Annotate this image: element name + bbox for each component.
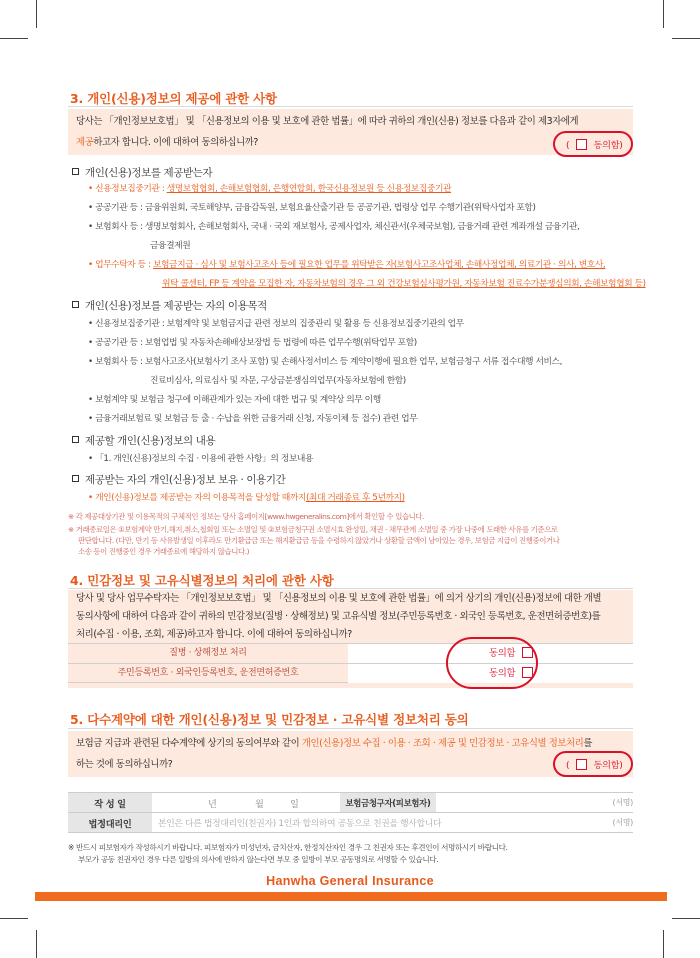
purpose-line-2: • 공공기관 등 : 보험업법 및 자동차손해배상보장법 등 법령에 따른 업무수행(위탁업무 포함)	[88, 338, 417, 348]
section5-intro-line2: 하는 것에 동의하십니까?	[76, 759, 173, 770]
footnote-2: 부모가 공동 친권자인 경우 다른 일방의 의사에 반하지 않는다면 부모 중 일방이 부모 공동명의로 서명할 수 있습니다.	[78, 855, 439, 864]
footnote-1: ※ 반드시 피보험자가 작성하시기 바랍니다. 피보험자가 미성년자, 금치산자, 한정치산자인 경우 그 친권자 또는 후견인이 서명하시기 바랍니다.	[68, 843, 508, 852]
square-bullet-icon	[72, 301, 79, 308]
rep-text: 본인은 다른 법정대리인(친권자) 1인과 합의하여 공동으로 친권을 행사합니다	[158, 819, 442, 829]
signature-row-date	[68, 792, 633, 812]
signature-row-rep	[68, 812, 633, 833]
footer-bar	[35, 892, 667, 901]
claimant-label: 보험금청구자(피보험자)	[340, 793, 436, 812]
section3-intro	[76, 111, 625, 153]
section3-intro-highlight: 제공	[76, 137, 94, 148]
crop-mark	[0, 918, 28, 919]
purpose-line-3: • 보험회사 등 : 보험사고조사(보험사기 조사 포함) 및 손해사정서비스 등 계약이행에 필요한 업무, 보험금청구 서류 접수대행 서비스,	[88, 357, 562, 367]
section5-agree[interactable]	[566, 757, 623, 771]
consent-row-label: 주민등록번호 · 외국인등록번호, 운전면허증번호	[117, 668, 299, 678]
section4-title: 4. 민감정보 및 고유식별정보의 처리에 관한 사항	[70, 573, 334, 588]
consent-row-unique-id	[68, 663, 633, 683]
section3-intro-line2	[76, 132, 625, 153]
crop-mark	[36, 930, 37, 958]
section4-agree-circle	[446, 637, 538, 689]
purpose-line-6: • 금융거래보험료 및 보험금 등 출 · 수납을 위한 금융거래 신청, 자동이체 등 접수) 관련 업무	[88, 414, 418, 424]
section3-rule	[68, 106, 633, 107]
claimant-sign[interactable]: (서명)	[612, 798, 633, 807]
recipient-line-1: • 신용정보집중기관 : 생명보험협회, 손해보험협회, 은행연합회, 한국신용정보원 등 신용정보집중기관	[88, 184, 452, 194]
section3-agree-checkbox[interactable]	[576, 139, 587, 150]
date-day-label[interactable]: 일	[290, 798, 299, 810]
square-bullet-icon	[72, 475, 79, 482]
crop-mark	[672, 38, 700, 39]
retention-heading: 제공받는 자의 개인(신용)정보 보유 · 이용기간	[72, 472, 285, 487]
note-3: 판단합니다. (다만, 만기 등 사유발생일 이후라도 만기환급금 또는 해지환급금 등을 수령하지 않았거나 상환할 금액이 남아있는 경우, 보험금 지급이 진행중이거나	[78, 536, 560, 545]
section5-agree-label: 동의함	[593, 760, 620, 771]
date-month-label[interactable]: 월	[255, 798, 264, 810]
section4-intro-line2: 동의사항에 대하여 다음과 같이 귀하의 민감정보(질병 · 상해정보) 및 고유식별 정보(주민등록번호 · 외국인 등록번호, 운전면허증번호)를	[76, 611, 601, 622]
purpose-heading: 개인(신용)정보를 제공받는 자의 이용목적	[72, 298, 267, 313]
section3-agree-label: 동의함	[593, 140, 620, 151]
consent-row-agree[interactable]: 동의함	[348, 664, 633, 683]
purpose-line-1: • 신용정보집중기관 : 보험계약 및 보험금지급 관련 정보의 집중관리 및 활용 등 신용정보집중기관의 업무	[88, 319, 464, 329]
recipient-line-3: • 보험회사 등 : 생명보험회사, 손해보험회사, 국내 · 국외 재보험사, 공제사업자, 체신관서(우체국보험), 금융거래 관련 계좌개설 금융기관,	[88, 222, 580, 232]
writer-label: 작 성 일	[68, 793, 152, 812]
note-1: ※ 각 제공대상기관 및 이용목적의 구체적인 정보는 당사 홈페이지[www.hwgeneralins.com]에서 확인할 수 있습니다.	[68, 512, 425, 521]
date-year-label[interactable]: 년	[208, 798, 217, 810]
section3-agree[interactable]	[566, 137, 623, 151]
agree-close-paren: )	[619, 140, 623, 151]
recipient-line-2: • 공공기관 등 : 금융위원회, 국토해양부, 금융감독원, 보험요율산출기관 등 공공기관, 법령상 업무 수행기관(위탁사업자 포함)	[88, 203, 536, 213]
section5-title: 5. 다수계약에 대한 개인(신용)정보 및 민감정보 · 고유식별 정보처리 동의	[70, 712, 469, 727]
retention-line: • 개인(신용)정보를 제공받는 자의 이용목적을 달성할 때까지(최대 거래종료 후 5년까지)	[88, 493, 405, 503]
brand-logo-text: Hanwha General Insurance	[266, 874, 434, 888]
section4-intro-line3: 처리(수집 · 이용, 조회, 제공)하고자 합니다. 이에 대하여 동의하십니까?	[76, 629, 352, 640]
section4-intro	[76, 590, 625, 644]
section3-title: 3. 개인(신용)정보의 제공에 관한 사항	[70, 91, 277, 106]
consent-row-label: 질병 · 상해정보 처리	[169, 648, 247, 658]
crop-mark	[663, 930, 664, 958]
section5-agree-checkbox[interactable]	[576, 759, 587, 770]
crop-mark	[36, 0, 37, 28]
section5-intro-line1: 보험금 지급과 관련된 다수계약에 상기의 동의여부와 같이 개인(신용)정보 수집 · 이용 · 조회 · 제공 및 민감정보 · 고유식별 정보처리를	[76, 738, 593, 749]
recipients-heading: 개인(신용)정보를 제공받는자	[72, 165, 212, 180]
crop-mark	[0, 38, 28, 39]
agree-open-paren: (	[566, 140, 570, 151]
agree-close-paren: )	[619, 760, 623, 771]
section3-consent-box	[68, 109, 633, 155]
section5-rule	[68, 728, 633, 729]
section5-intro	[76, 733, 625, 775]
consent-row-agree[interactable]: 동의함	[348, 644, 633, 663]
purpose-line-4: 진료비심사, 의료심사 및 자문, 구상금분쟁심의업무(자동차보험에 한함)	[150, 376, 406, 386]
agree-open-paren: (	[566, 760, 570, 771]
rep-sign[interactable]: (서명)	[612, 818, 633, 827]
section4-rule	[68, 588, 633, 589]
square-bullet-icon	[72, 436, 79, 443]
consent-row-sensitive	[68, 643, 633, 663]
section3-intro-line1: 당사는 「개인정보보호법」 및 「신용정보의 이용 및 보호에 관한 법률」에 따라 귀하의 개인(신용) 정보를 다음과 같이 제3자에게	[76, 116, 579, 127]
rep-label: 법정대리인	[68, 813, 152, 832]
recipient-line-4: 금융결제원	[150, 241, 191, 251]
section3-intro-rest: 하고자 합니다. 이에 대하여 동의하십니까?	[93, 137, 258, 148]
square-bullet-icon	[72, 168, 79, 175]
content-line: • 「1. 개인(신용)정보의 수집 · 이용에 관한 사항」의 정보내용	[88, 454, 314, 464]
crop-mark	[672, 918, 700, 919]
note-2: ※ 거래종료일은 ①보험계약 만기,해지,취소,철회일 또는 소멸일 및 ②보험금청구권 소멸시효 완성일, 채권 · 채무관계 소멸일 중 가장 나중에 도래한 사유를 기준으로	[68, 525, 558, 534]
recipient-line-5: • 업무수탁자 등 : 보험금지급 · 심사 및 보험사고조사 등에 필요한 업무를 위탁받은 자(보험사고조사업체, 손해사정업체, 의료기관 · 의사, 변호사,	[88, 260, 606, 270]
crop-mark	[663, 0, 664, 28]
note-4: 소송 등이 진행중인 경우 거래종료에 해당하지 않습니다.)	[78, 547, 250, 556]
content-heading: 제공할 개인(신용)정보의 내용	[72, 433, 215, 448]
section4-intro-line1: 당사 및 당사 업무수탁자는 「개인정보보호법」 및 「신용정보의 이용 및 보호에 관한 법률」에 의거 상기의 개인(신용)정보에 대한 개별	[76, 593, 602, 604]
recipient-line-6: 위탁 콜센터, FP 등 계약을 모집한 자, 자동차보험의 경우 그 외 건강보험심사평가원, 자동차보험 진료수가분쟁심의회, 손해보험협회 등)	[162, 279, 646, 289]
section5-consent-box	[68, 731, 633, 777]
purpose-line-5: • 보험계약 및 보험금 청구에 이해관계가 있는 자에 대한 법규 및 계약상 의무 이행	[88, 395, 381, 405]
